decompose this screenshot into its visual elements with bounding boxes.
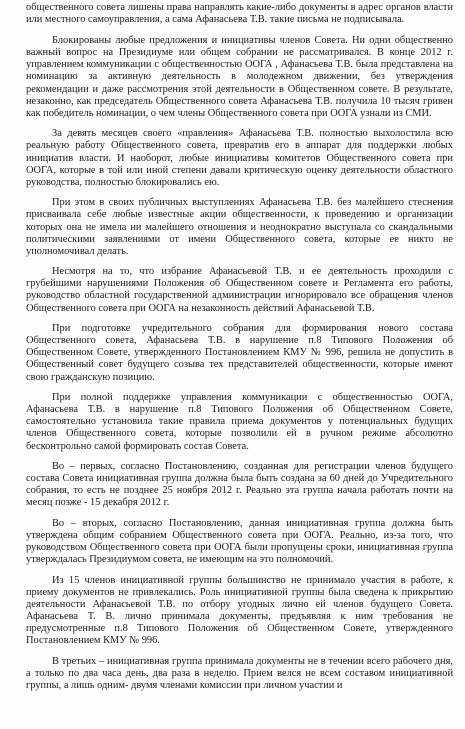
paragraph-10: Из 15 членов инициативной группы большинство не принимало участия в работе, к приему документов не привлекались. Роль инициативной группы была сведена к прикрытию деятельности Афанасьевой Т.В. по отбору угодных лично ей членов будущего Совета. Афанасьева Т. В. лично принимала документы, предъявляя к ним требования не предусмотренные п.8 Типового Положения об Общественном Совете, утвержденного Постановлением КМУ № 996.: [26, 574, 453, 647]
paragraph-4: При этом в своих публичных выступлениях Афанасьева Т.В. без малейшего стеснения присваивала себе любые известные акции общественности, к проведению и организации которых она не имела ни малейшего отношения и неоднократно выступала со скандальными политическими заявлениями от имени Общественного совета, которые ее никто не уполномочивал делать.: [26, 197, 453, 257]
paragraph-11: В третьих – инициативная группа принимала документы не в течении всего рабочего дня, а только по два часа день, два раза в неделю. Прием велся не всем составом инициативной группы, а лишь одним- двумя членами комиссии при личном участии и: [26, 655, 453, 692]
paragraph-7: При полной поддержке управления коммуникации с общественностью ООГА, Афанасьева Т.В. в нарушение п.8 Типового Положения об Общественном Совете, самостоятельно установила такие правила приема документов у потенциальных будущих членов Общественного совета, которые позволили ей в ручном режиме абсолютно бесконтрольно самой формировать состав Совета.: [26, 392, 453, 452]
paragraph-6: При подготовке учредительного собрания для формирования нового состава Общественного совета, Афанасьева Т.В. в нарушение п.8 Типового Положения об Общественном Совете, утвержденного Постановлением КМУ № 996, решила не допустить в Общественный совет будущего созыва тех представителей общественности, которые имеют свою гражданскую позицию.: [26, 323, 453, 383]
paragraph-9: Во – вторых, согласно Постановлению, данная инициативная группа должна быть утверждена общим собранием Общественного совета при ООГА. Реально, из-за того, что руководством Общественного совета при ООГА были пропущены сроки, инициативная группа утверждалась Президиумом совета, не имеющим на это полномочий.: [26, 517, 453, 566]
paragraph-2: Блокированы любые предложения и инициативы членов Совета. Ни одни общественно важный вопрос на Президиуме или общем собрании не рассматривался. В конце 2012 г. управлением коммуникации с общественностью ООГА , Афанасьева Т.В. была представлена на номинацию за активную деятельность в молодежном движении, без утверждения рекомендации и даже рассмотрения этой деятельности в Общественном совете. В результате, незаконно, как председатель Общественного совета Афанасьева Т.В. получила 10 тысяч гривен как победитель номинации, о чем члены Общественного совета при ООГА узнали из СМИ.: [26, 35, 453, 119]
paragraph-3: За девять месяцев своего «правления» Афанасьева Т.В. полностью выхолостила всю реальную работу Общественного совета, превратив его в аппарат для поддержки любых инициатив власти. И наоборот, любые инициативы комитетов Общественного совета при ООГА, которые в той или иной степени давали критическую оценку деятельности областного руководства, полностью блокировались ею.: [26, 128, 453, 188]
paragraph-5: Несмотря на то, что избрание Афанасьевой Т.В. и ее деятельность проходили с грубейшими нарушениями Положения об Общественном совете и Регламента его работы, руководство областной государственной администрации игнорировало все обращения членов Общественного совета при ООГА на незаконность действий Афанасьевой Т.В.: [26, 266, 453, 314]
paragraph-1: общественного совета лишены права направлять какие-либо документы в адрес органов власти или местного самоуправления, а сама Афанасьева Т.В. такие письма не подписывала.: [26, 2, 453, 26]
paragraph-8: Во – первых, согласно Постановлению, созданная для регистрации членов будущего состава Совета инициативная группа должна была быть создана за 60 дней до Учредительного собрания, то есть не позднее 25 ноября 2012 г. Реально эта группа начала работать почти на месяц позже - 15 декабря 2012 г.: [26, 461, 453, 509]
